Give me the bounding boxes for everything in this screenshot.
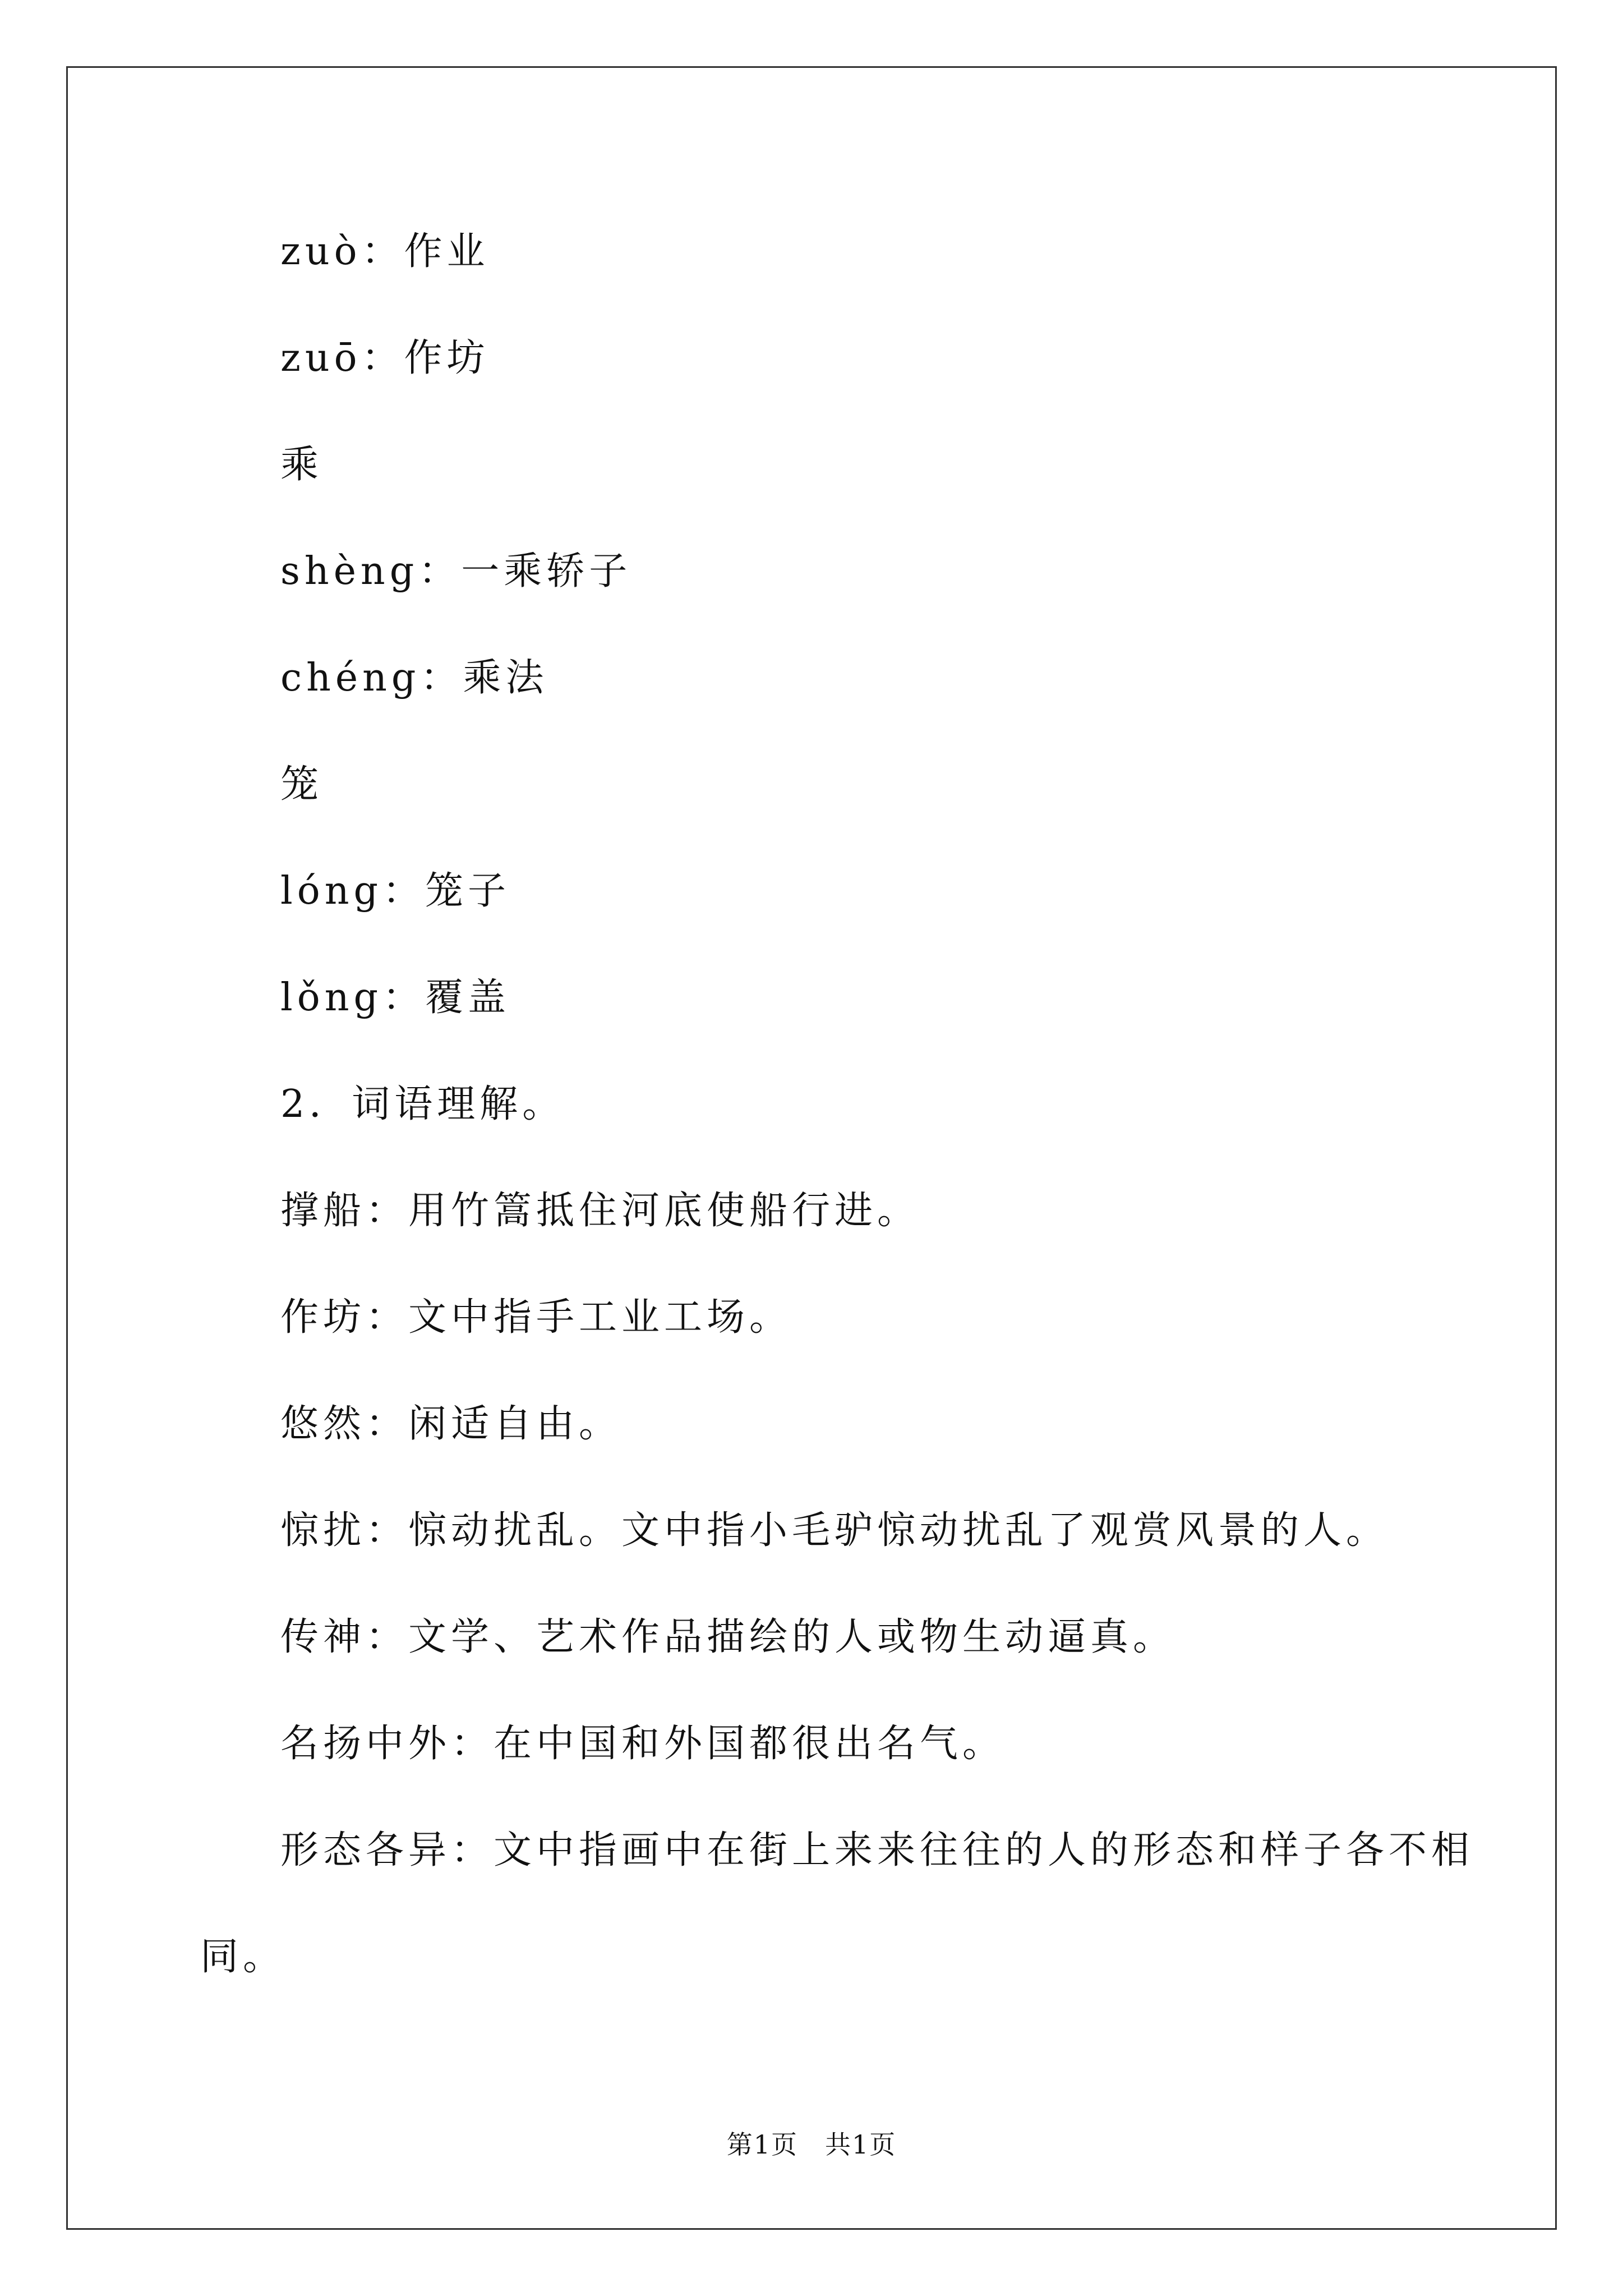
text-line-pinyin-sheng4: shèng：一乘轿子 [280, 549, 632, 593]
definition-xingtaigeyi: 形态各异：文中指画中在街上来来往往的人的形态和样子各不相 [280, 1828, 1474, 1872]
text-line-pinyin-cheng2: chéng：乘法 [280, 656, 548, 700]
text-line-pinyin-long2: lóng：笼子 [280, 869, 511, 913]
page-border [66, 66, 1557, 2230]
text-line-char-cheng: 乘 [280, 443, 324, 487]
text-line-pinyin-long3: lǒng：覆盖 [280, 976, 511, 1020]
definition-mingyangzhongwai: 名扬中外：在中国和外国都很出名气。 [280, 1722, 1006, 1766]
definition-youran: 悠然：闲适自由。 [280, 1402, 622, 1446]
section-heading-vocabulary: 2．词语理解。 [280, 1082, 565, 1126]
page-number-footer: 第1页 共1页 [726, 2129, 897, 2160]
definition-chuanshen: 传神：文学、艺术作品描绘的人或物生动逼真。 [280, 1615, 1176, 1659]
definition-chengchuan: 撑船：用竹篙抵住河底使船行进。 [280, 1189, 920, 1233]
definition-jingrao: 惊扰：惊动扰乱。文中指小毛驴惊动扰乱了观赏风景的人。 [280, 1508, 1389, 1553]
text-line-pinyin-zuo1: zuō：作坊 [280, 336, 490, 380]
text-line-char-long: 笼 [280, 762, 324, 807]
definition-zuofang: 作坊：文中指手工业工场。 [280, 1295, 792, 1340]
text-line-pinyin-zuo4: zuò：作业 [280, 229, 490, 274]
definition-xingtaigeyi-continued: 同。 [200, 1935, 286, 1979]
